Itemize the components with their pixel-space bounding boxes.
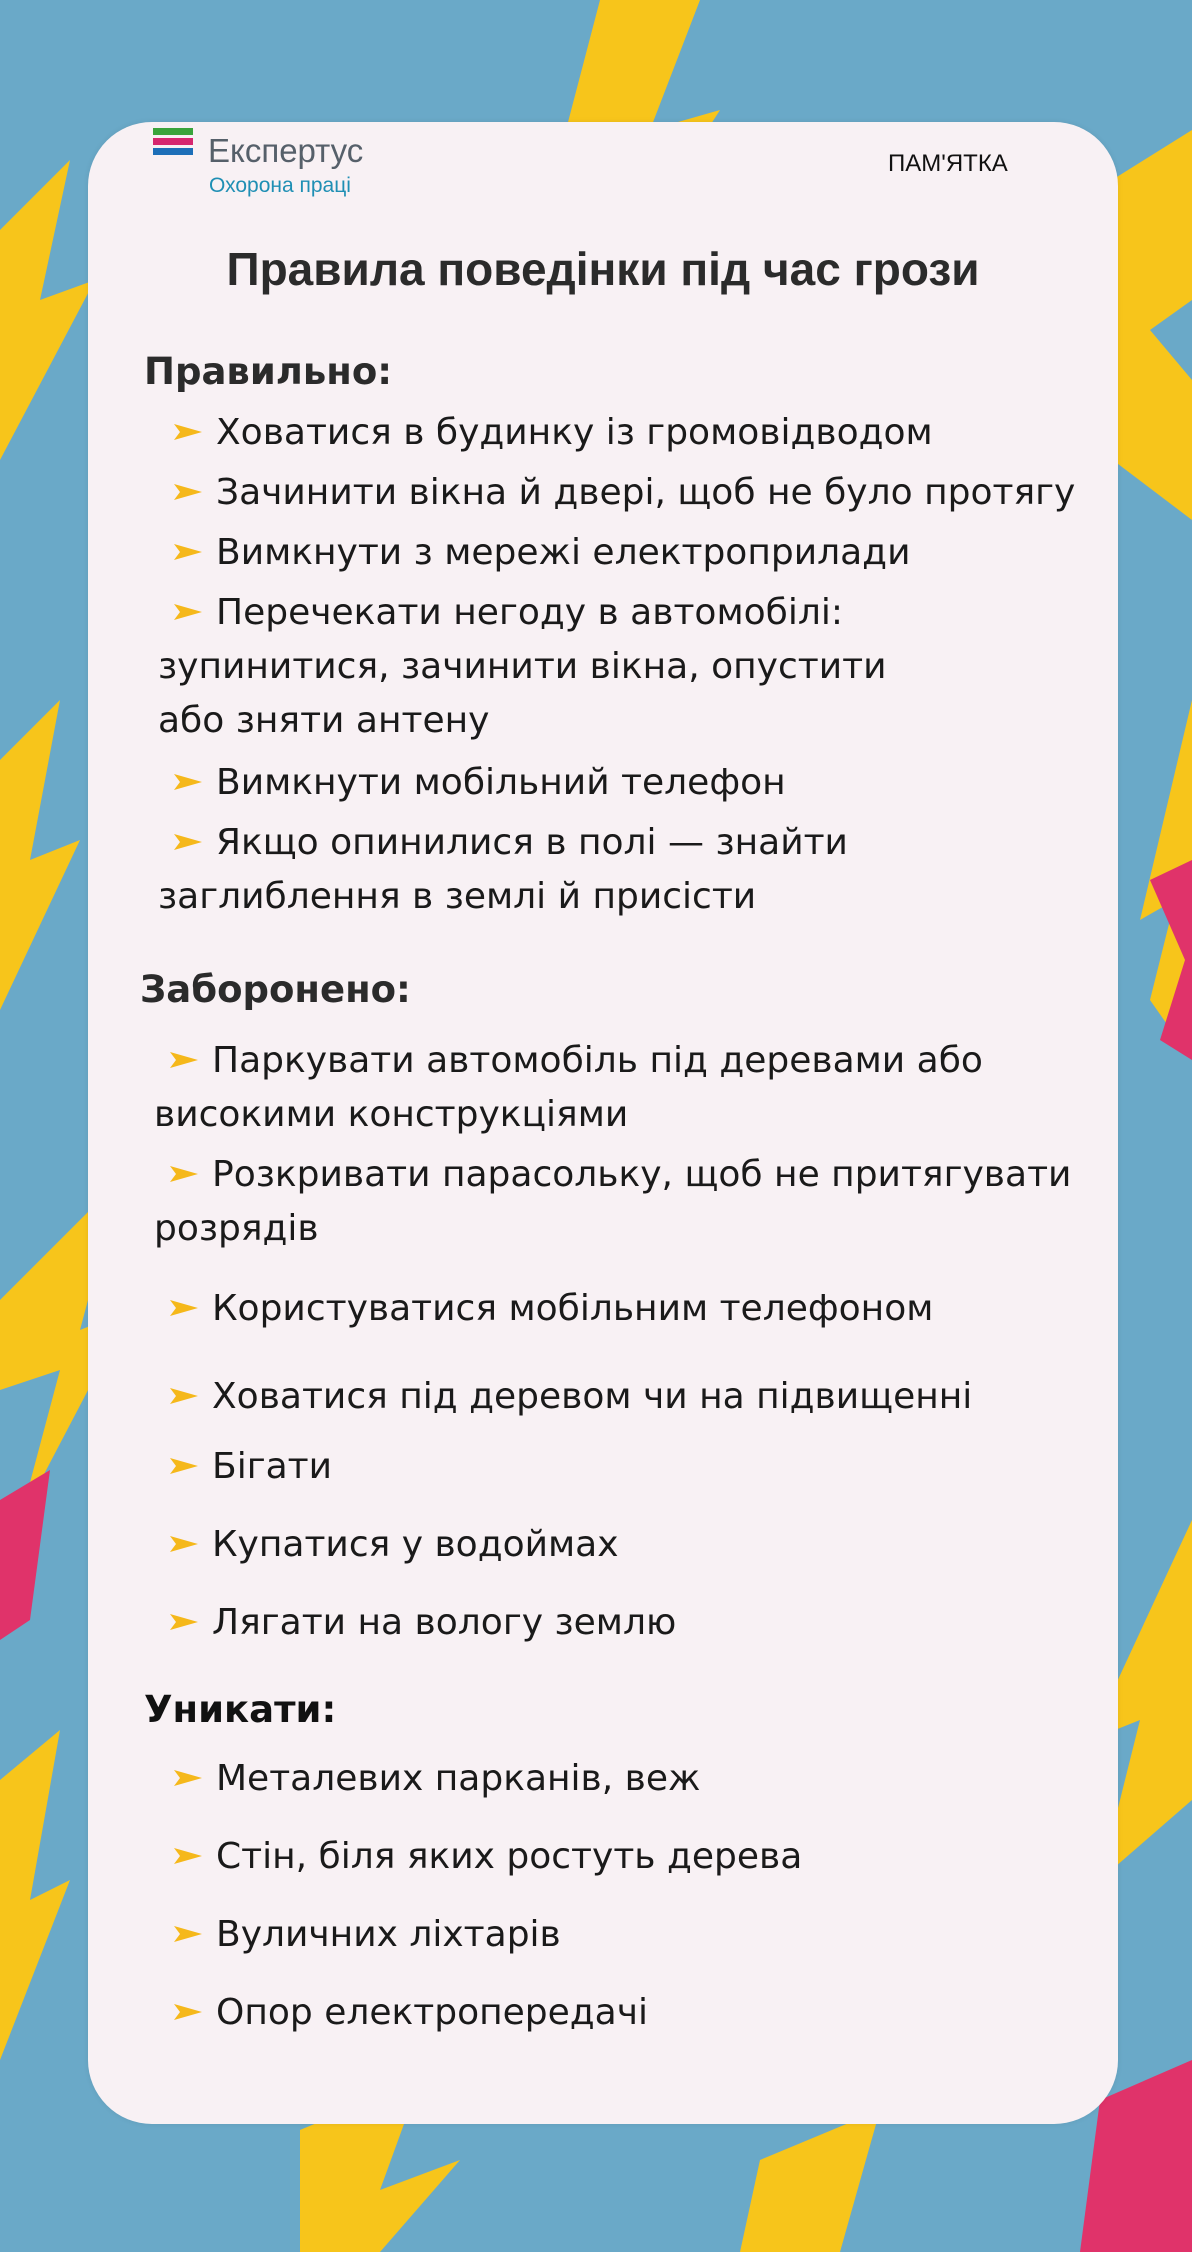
logo-bar-green [153,128,193,135]
list-item: Металевих парканів, веж [158,1752,1108,1806]
pointer-arrow-icon [170,1456,198,1476]
list-item: Стін, біля яких ростуть дерева [158,1830,1108,1884]
lightning-bolt-icon [0,1470,50,1640]
list-item: Бігати [154,1440,1104,1494]
brand-logo-icon [153,128,193,158]
pointer-arrow-icon [174,422,202,442]
pointer-arrow-icon [174,1846,202,1866]
list-item: Ховатися під деревом чи на підвищенні [154,1370,1104,1424]
section-heading-forbidden: Заборонено: [140,968,411,1011]
lightning-bolt-icon [740,2110,880,2252]
pointer-arrow-icon [170,1534,198,1554]
list-item: Вимкнути мобільний телефон [158,756,1108,810]
logo-bar-blue [153,148,193,155]
page-title: Правила поведінки під час грози [226,243,980,295]
list-item: Лягати на вологу землю [154,1596,1104,1650]
pointer-arrow-icon [170,1612,198,1632]
brand-name: Експертус [208,132,364,169]
list-item: Розкривати парасольку, щоб не притягувати розрядів [154,1154,1072,1249]
pointer-arrow-icon [174,482,202,502]
list-item: Якщо опинилися в полі — знайти заглиблення в землі й присісти [158,822,848,917]
pointer-arrow-icon [174,2002,202,2022]
pointer-arrow-icon [170,1164,198,1184]
lightning-bolt-icon [0,700,80,1010]
list-item: Ховатися в будинку із громовідводом [158,406,1108,460]
brand-subtitle: Охорона праці [209,174,351,197]
pointer-arrow-icon [174,772,202,792]
section-heading-allowed: Правильно: [144,350,393,393]
logo-bar-pink [153,138,193,145]
list-item: Зачинити вікна й двері, щоб не було протягу [158,466,1108,520]
list-item: Вимкнути з мережі електроприлади [158,526,1108,580]
pointer-arrow-icon [174,832,202,852]
lightning-bolt-icon [0,160,95,460]
list-item: Опор електропередачі [158,1986,1108,2040]
list-item: Купатися у водоймах [154,1518,1104,1572]
pointer-arrow-icon [174,1768,202,1788]
lightning-bolt-icon [0,1730,70,2060]
list-item: Паркувати автомобіль під деревами або високими конструкціями [154,1040,983,1135]
memo-card [88,122,1118,2124]
list-item: Користуватися мобільним телефоном [154,1282,1104,1336]
memo-label: ПАМ'ЯТКА [888,150,1008,177]
pointer-arrow-icon [174,602,202,622]
list-item: Вуличних ліхтарів [158,1908,1108,1962]
pointer-arrow-icon [174,1924,202,1944]
pointer-arrow-icon [174,542,202,562]
pointer-arrow-icon [170,1386,198,1406]
section-heading-avoid: Уникати: [144,1688,337,1731]
pointer-arrow-icon [170,1298,198,1318]
list-item: Перечекати негоду в автомобілі: зупинитися, зачинити вікна, опустити або зняти антену [158,592,887,741]
pointer-arrow-icon [170,1050,198,1070]
